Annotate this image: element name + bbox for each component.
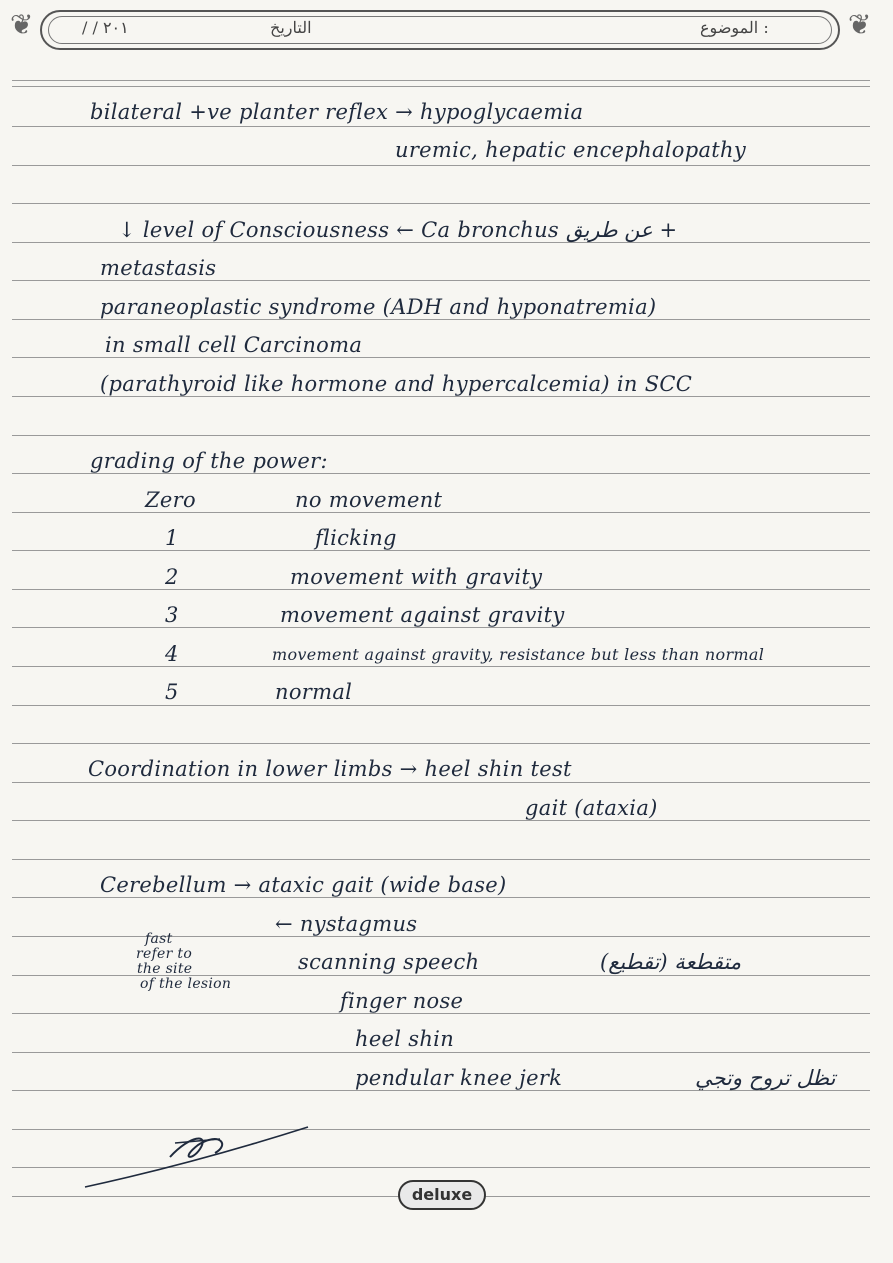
grade-3: 3 [165,603,179,627]
note-line-8: grading of the power: [90,449,328,473]
note-line-11: Cerebellum → ataxic gait (wide base) [100,873,507,897]
note-line-16: pendular knee jerk [355,1066,563,1090]
left-ornament-icon: ❦ [10,8,34,41]
grade-3-desc: movement against gravity [280,603,565,627]
grade-zero-desc: no movement [295,488,443,512]
note-line-2: uremic, hepatic encephalopathy [395,138,747,162]
grade-4-desc: movement against gravity, resistance but less than normal [272,645,765,664]
note-line-3: ↓ level of Consciousness ← Ca bronchus عن طريق + [118,218,678,242]
note-line-9: Coordination in lower limbs → heel shin test [88,757,572,781]
note-line-10: gait (ataxia) [525,796,658,820]
header-date-label: التاريخ [270,18,312,37]
note-line-7: (parathyroid like hormone and hypercalcemia) in SCC [100,372,693,396]
grade-zero: Zero [145,488,196,512]
margin-note-4: of the lesion [140,976,232,992]
note-line-13-arabic: (تقطيع) متقطعة [600,950,742,974]
grade-4: 4 [165,642,179,666]
note-line-12: ← nystagmus [275,912,418,936]
note-line-4: metastasis [100,256,217,280]
note-line-15: heel shin [355,1027,455,1051]
brand-logo: deluxe [398,1180,486,1210]
grade-5-desc: normal [275,680,353,704]
note-line-6: in small cell Carcinoma [105,333,363,357]
grade-1: 1 [165,526,179,550]
grade-5: 5 [165,680,179,704]
grade-2-desc: movement with gravity [290,565,543,589]
note-line-5: paraneoplastic syndrome (ADH and hyponatremia) [100,295,657,319]
note-line-1: bilateral +ve planter reflex → hypoglycaemia [90,100,584,124]
margin-note-1: fast [145,931,173,947]
grade-2: 2 [165,565,179,589]
note-line-14: finger nose [340,989,464,1013]
note-line-16-arabic: تظل تروح وتجي [695,1066,836,1090]
header-date-value: / / ٢٠١ [82,18,129,37]
header-subject-label: الموضوع : [700,18,769,37]
grade-1-desc: flicking [315,526,397,550]
signature-icon [80,1115,320,1195]
note-line-13: scanning speech [298,950,480,974]
margin-note-2: refer to [136,946,193,962]
margin-note-3: the site [137,961,193,977]
right-ornament-icon: ❦ [848,8,872,41]
